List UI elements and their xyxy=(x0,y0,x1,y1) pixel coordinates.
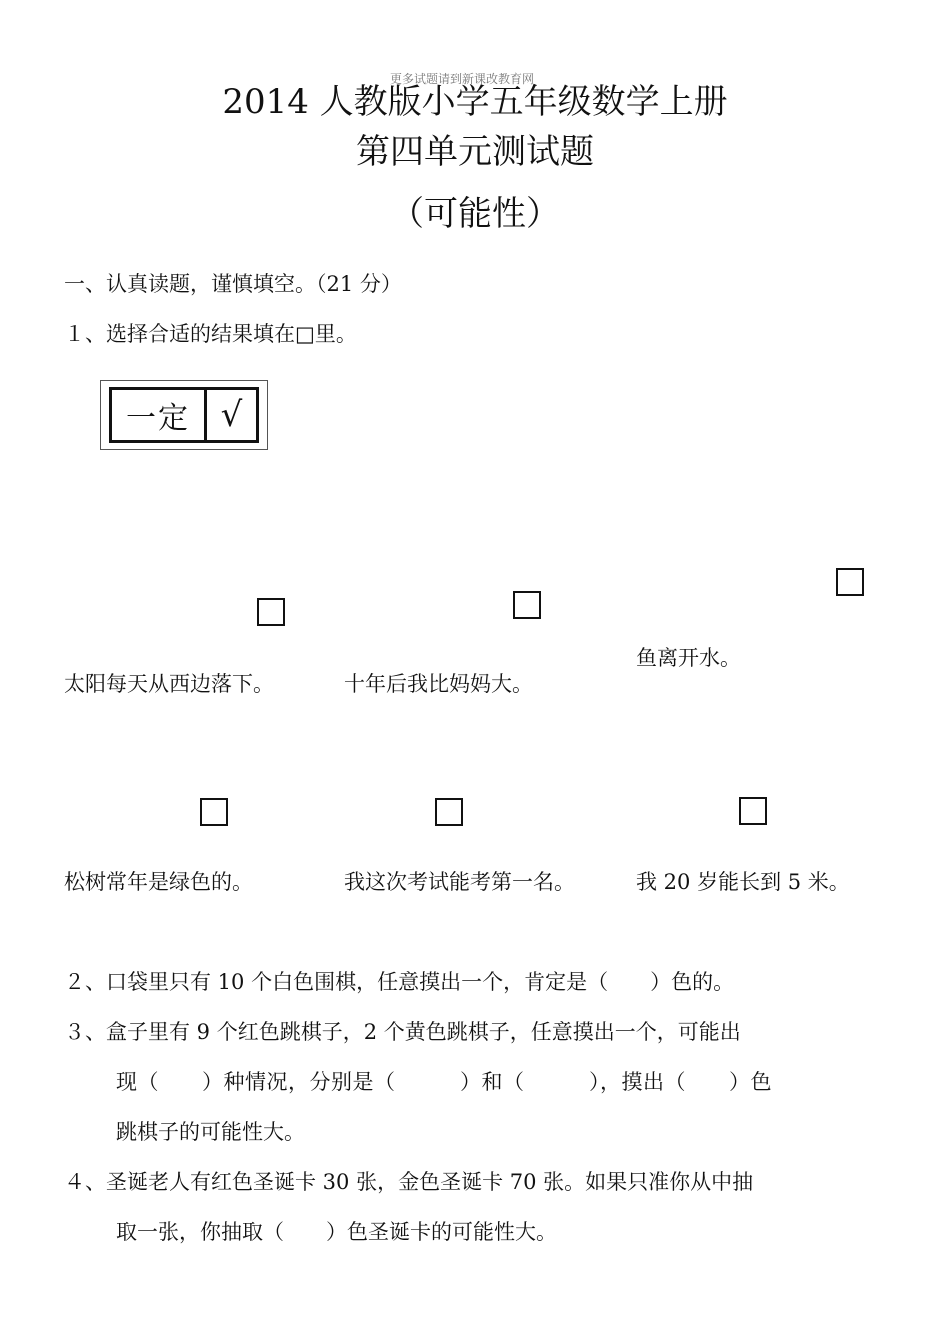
statement-4: 松树常年是绿色的。 xyxy=(64,870,253,894)
statement-3: 鱼离开水。 xyxy=(636,646,741,670)
watermark-text: 更多试题请到新课改教育网 xyxy=(390,72,535,86)
question-4-line-1: ４、圣诞老人有红色圣诞卡 30 张，金色圣诞卡 70 张。如果只准你从中抽 xyxy=(64,1170,754,1194)
document-topic: （可能性） xyxy=(390,194,560,234)
document-title: 2014 人教版小学五年级数学上册 xyxy=(222,82,728,122)
example-word: 一定 xyxy=(112,390,207,440)
question-3-line-2: 现（ ）种情况，分别是（ ）和（ ），摸出（ ）色 xyxy=(116,1070,772,1094)
answer-box-2[interactable] xyxy=(513,591,541,619)
document-subtitle: 第四单元测试题 xyxy=(356,132,594,172)
section-heading: 一、认真读题，谨慎填空。（21 分） xyxy=(64,272,402,296)
answer-box-5[interactable] xyxy=(435,798,463,826)
statement-1: 太阳每天从西边落下。 xyxy=(64,672,274,696)
statement-6: 我 20 岁能长到 5 米。 xyxy=(636,870,850,894)
question-3-line-1: ３、盒子里有 9 个红色跳棋子，2 个黄色跳棋子，任意摸出一个，可能出 xyxy=(64,1020,741,1044)
example-answer-box xyxy=(100,380,268,450)
statement-5: 我这次考试能考第一名。 xyxy=(344,870,575,894)
question-1-prompt: １、选择合适的结果填在□里。 xyxy=(64,322,357,346)
question-3-line-3: 跳棋子的可能性大。 xyxy=(116,1120,305,1144)
answer-box-6[interactable] xyxy=(739,797,767,825)
answer-box-3[interactable] xyxy=(836,568,864,596)
question-4-line-2: 取一张，你抽取（ ）色圣诞卡的可能性大。 xyxy=(116,1220,557,1244)
question-2: ２、口袋里只有 10 个白色围棋，任意摸出一个，肯定是（ ）色的。 xyxy=(64,970,735,994)
answer-box-1[interactable] xyxy=(257,598,285,626)
answer-box-4[interactable] xyxy=(200,798,228,826)
statement-2: 十年后我比妈妈大。 xyxy=(344,672,533,696)
checkmark-icon: √ xyxy=(220,395,243,435)
